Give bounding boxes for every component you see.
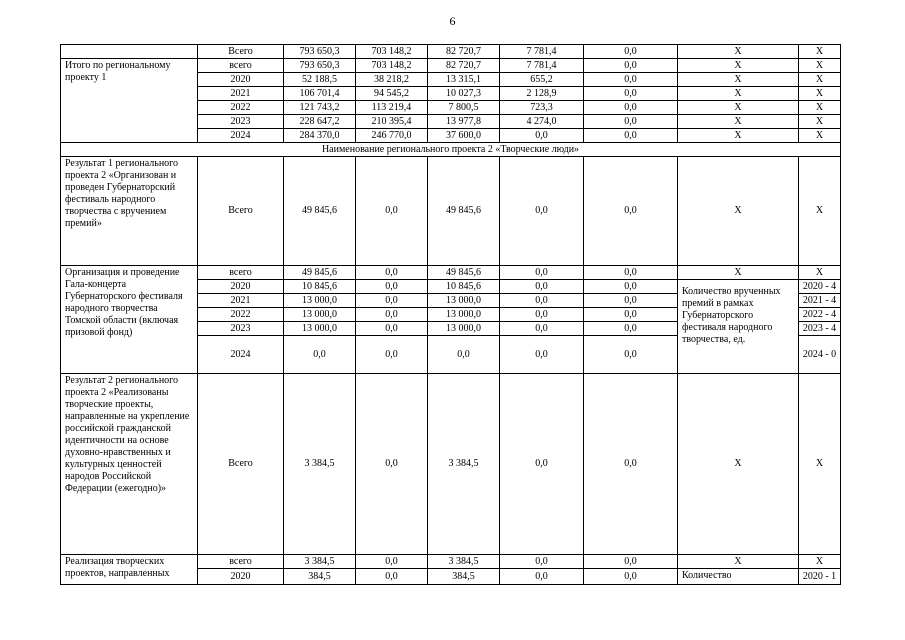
value-cell: Х (799, 266, 841, 280)
value-cell: 7 800,5 (428, 101, 500, 115)
value-cell: 13 000,0 (284, 308, 356, 322)
table-row (61, 157, 841, 266)
value-cell: 13 000,0 (428, 322, 500, 336)
year-cell: Всего (198, 374, 284, 555)
value-cell: Х (678, 266, 799, 280)
value-cell: Х (678, 101, 799, 115)
value-cell: 0,0 (428, 336, 500, 374)
value-cell: 82 720,7 (428, 45, 500, 59)
value-cell: 49 845,6 (428, 266, 500, 280)
value-cell: 0,0 (356, 555, 428, 569)
value-cell: Х (678, 59, 799, 73)
value-cell: 284 370,0 (284, 129, 356, 143)
value-cell: Х (799, 45, 841, 59)
year-cell: 2021 (198, 87, 284, 101)
value-cell: 0,0 (356, 322, 428, 336)
value-cell: 793 650,3 (284, 45, 356, 59)
event-label: Организация и проведение Гала-концерта Губернаторского фестиваля народного творчества Томской области (включая призовой фонд) (61, 266, 198, 374)
year-cell: Всего (198, 157, 284, 266)
value-cell: 0,0 (500, 280, 584, 294)
value-cell: 0,0 (584, 59, 678, 73)
label-cell (61, 45, 198, 59)
value-cell: 0,0 (584, 569, 678, 585)
value-cell: Х (799, 101, 841, 115)
value-cell: 0,0 (500, 569, 584, 585)
value-cell: Х (678, 115, 799, 129)
year-cell: 2021 (198, 294, 284, 308)
value-cell: Х (678, 87, 799, 101)
value-cell: 0,0 (500, 157, 584, 266)
value-cell: 793 650,3 (284, 59, 356, 73)
value-cell: 0,0 (356, 308, 428, 322)
value-cell: 0,0 (584, 336, 678, 374)
value-cell: 0,0 (500, 266, 584, 280)
value-cell: 49 845,6 (428, 157, 500, 266)
value-cell: Х (799, 59, 841, 73)
value-cell: 2020 - 1 (799, 569, 841, 585)
year-cell: 2020 (198, 73, 284, 87)
value-cell: 0,0 (584, 115, 678, 129)
value-cell: Х (799, 157, 841, 266)
value-cell: 0,0 (356, 280, 428, 294)
value-cell: Х (799, 73, 841, 87)
table-row (61, 59, 841, 73)
value-cell: 723,3 (500, 101, 584, 115)
year-cell: 2023 (198, 115, 284, 129)
value-cell: 384,5 (428, 569, 500, 585)
value-cell: 0,0 (356, 266, 428, 280)
value-cell: 0,0 (500, 308, 584, 322)
value-cell: Х (799, 374, 841, 555)
value-cell: 0,0 (356, 569, 428, 585)
value-cell: 0,0 (500, 555, 584, 569)
value-cell: 82 720,7 (428, 59, 500, 73)
value-cell: 0,0 (584, 157, 678, 266)
value-cell: 0,0 (584, 101, 678, 115)
value-cell: 2024 - 0 (799, 336, 841, 374)
value-cell: 0,0 (356, 336, 428, 374)
value-cell: 2 128,9 (500, 87, 584, 101)
value-cell: 384,5 (284, 569, 356, 585)
value-cell: 228 647,2 (284, 115, 356, 129)
value-cell: 0,0 (500, 322, 584, 336)
value-cell: 0,0 (584, 129, 678, 143)
value-cell: 0,0 (584, 45, 678, 59)
value-cell: 38 218,2 (356, 73, 428, 87)
value-cell: 0,0 (584, 280, 678, 294)
value-cell: 3 384,5 (284, 374, 356, 555)
value-cell: 2022 - 4 (799, 308, 841, 322)
year-cell: всего (198, 59, 284, 73)
value-cell: 0,0 (584, 266, 678, 280)
year-cell: всего (198, 266, 284, 280)
value-cell: 0,0 (584, 374, 678, 555)
year-cell: Всего (198, 45, 284, 59)
group-label: Итого по региональному проекту 1 (61, 59, 198, 143)
year-cell: 2020 (198, 569, 284, 585)
value-cell: 13 977,8 (428, 115, 500, 129)
budget-table (60, 44, 841, 585)
value-cell: 0,0 (356, 157, 428, 266)
value-cell: 94 545,2 (356, 87, 428, 101)
value-cell: 4 274,0 (500, 115, 584, 129)
value-cell: 0,0 (584, 294, 678, 308)
value-cell: 246 770,0 (356, 129, 428, 143)
year-cell: 2022 (198, 101, 284, 115)
value-cell: 52 188,5 (284, 73, 356, 87)
value-cell: 0,0 (584, 322, 678, 336)
value-cell: 0,0 (584, 555, 678, 569)
value-cell: Х (799, 87, 841, 101)
year-cell: 2022 (198, 308, 284, 322)
value-cell: 655,2 (500, 73, 584, 87)
year-cell: 2020 (198, 280, 284, 294)
value-cell: 49 845,6 (284, 266, 356, 280)
value-cell: Х (678, 45, 799, 59)
indicator-cell: Количество врученных премий в рамках Губернаторского фестиваля народного творчества, ед. (678, 280, 799, 374)
value-cell: 0,0 (500, 374, 584, 555)
value-cell: 10 845,6 (428, 280, 500, 294)
value-cell: 13 000,0 (284, 322, 356, 336)
table-row (61, 555, 841, 569)
value-cell: 10 845,6 (284, 280, 356, 294)
event-label: Реализация творческих проектов, направленных (61, 555, 198, 585)
value-cell: 2020 - 4 (799, 280, 841, 294)
value-cell: Х (799, 555, 841, 569)
value-cell: 7 781,4 (500, 59, 584, 73)
value-cell: 13 000,0 (428, 308, 500, 322)
value-cell: Х (678, 157, 799, 266)
value-cell: Х (799, 115, 841, 129)
value-cell: 2023 - 4 (799, 322, 841, 336)
value-cell: 3 384,5 (428, 555, 500, 569)
value-cell: 113 219,4 (356, 101, 428, 115)
value-cell: Х (678, 374, 799, 555)
value-cell: 703 148,2 (356, 45, 428, 59)
value-cell: 2021 - 4 (799, 294, 841, 308)
table-row (61, 374, 841, 555)
value-cell: 0,0 (284, 336, 356, 374)
page-number: 6 (449, 14, 456, 28)
value-cell: 0,0 (584, 308, 678, 322)
year-cell: 2024 (198, 336, 284, 374)
value-cell: 10 027,3 (428, 87, 500, 101)
section-title: Наименование регионального проекта 2 «Творческие люди» (61, 143, 841, 157)
year-cell: 2023 (198, 322, 284, 336)
value-cell: 0,0 (356, 374, 428, 555)
value-cell: 0,0 (584, 73, 678, 87)
value-cell: 7 781,4 (500, 45, 584, 59)
value-cell: 0,0 (500, 294, 584, 308)
year-cell: 2024 (198, 129, 284, 143)
value-cell: Х (678, 129, 799, 143)
value-cell: 0,0 (500, 129, 584, 143)
value-cell: 0,0 (584, 87, 678, 101)
value-cell: 0,0 (500, 336, 584, 374)
result-label: Результат 1 регионального проекта 2 «Организован и проведен Губернаторский фестиваль народного творчества с вручением премий» (61, 157, 198, 266)
value-cell: 703 148,2 (356, 59, 428, 73)
value-cell: Х (678, 555, 799, 569)
value-cell: Х (799, 129, 841, 143)
value-cell: Х (678, 73, 799, 87)
value-cell: 0,0 (356, 294, 428, 308)
result-label: Результат 2 регионального проекта 2 «Реализованы творческие проекты, направленные на укрепление российской гражданской идентичности на основе духовно-нравственных и культурных ценностей народов Российской Федерации (ежегодно)» (61, 374, 198, 555)
value-cell: 13 315,1 (428, 73, 500, 87)
value-cell: 3 384,5 (428, 374, 500, 555)
value-cell: 121 743,2 (284, 101, 356, 115)
value-cell: 37 600,0 (428, 129, 500, 143)
value-cell: 49 845,6 (284, 157, 356, 266)
section-header-row (61, 143, 841, 157)
value-cell: 3 384,5 (284, 555, 356, 569)
value-cell: Количество (678, 569, 799, 585)
table-row (61, 45, 841, 59)
value-cell: 13 000,0 (428, 294, 500, 308)
table-row (61, 266, 841, 280)
value-cell: 13 000,0 (284, 294, 356, 308)
year-cell: всего (198, 555, 284, 569)
value-cell: 210 395,4 (356, 115, 428, 129)
value-cell: 106 701,4 (284, 87, 356, 101)
